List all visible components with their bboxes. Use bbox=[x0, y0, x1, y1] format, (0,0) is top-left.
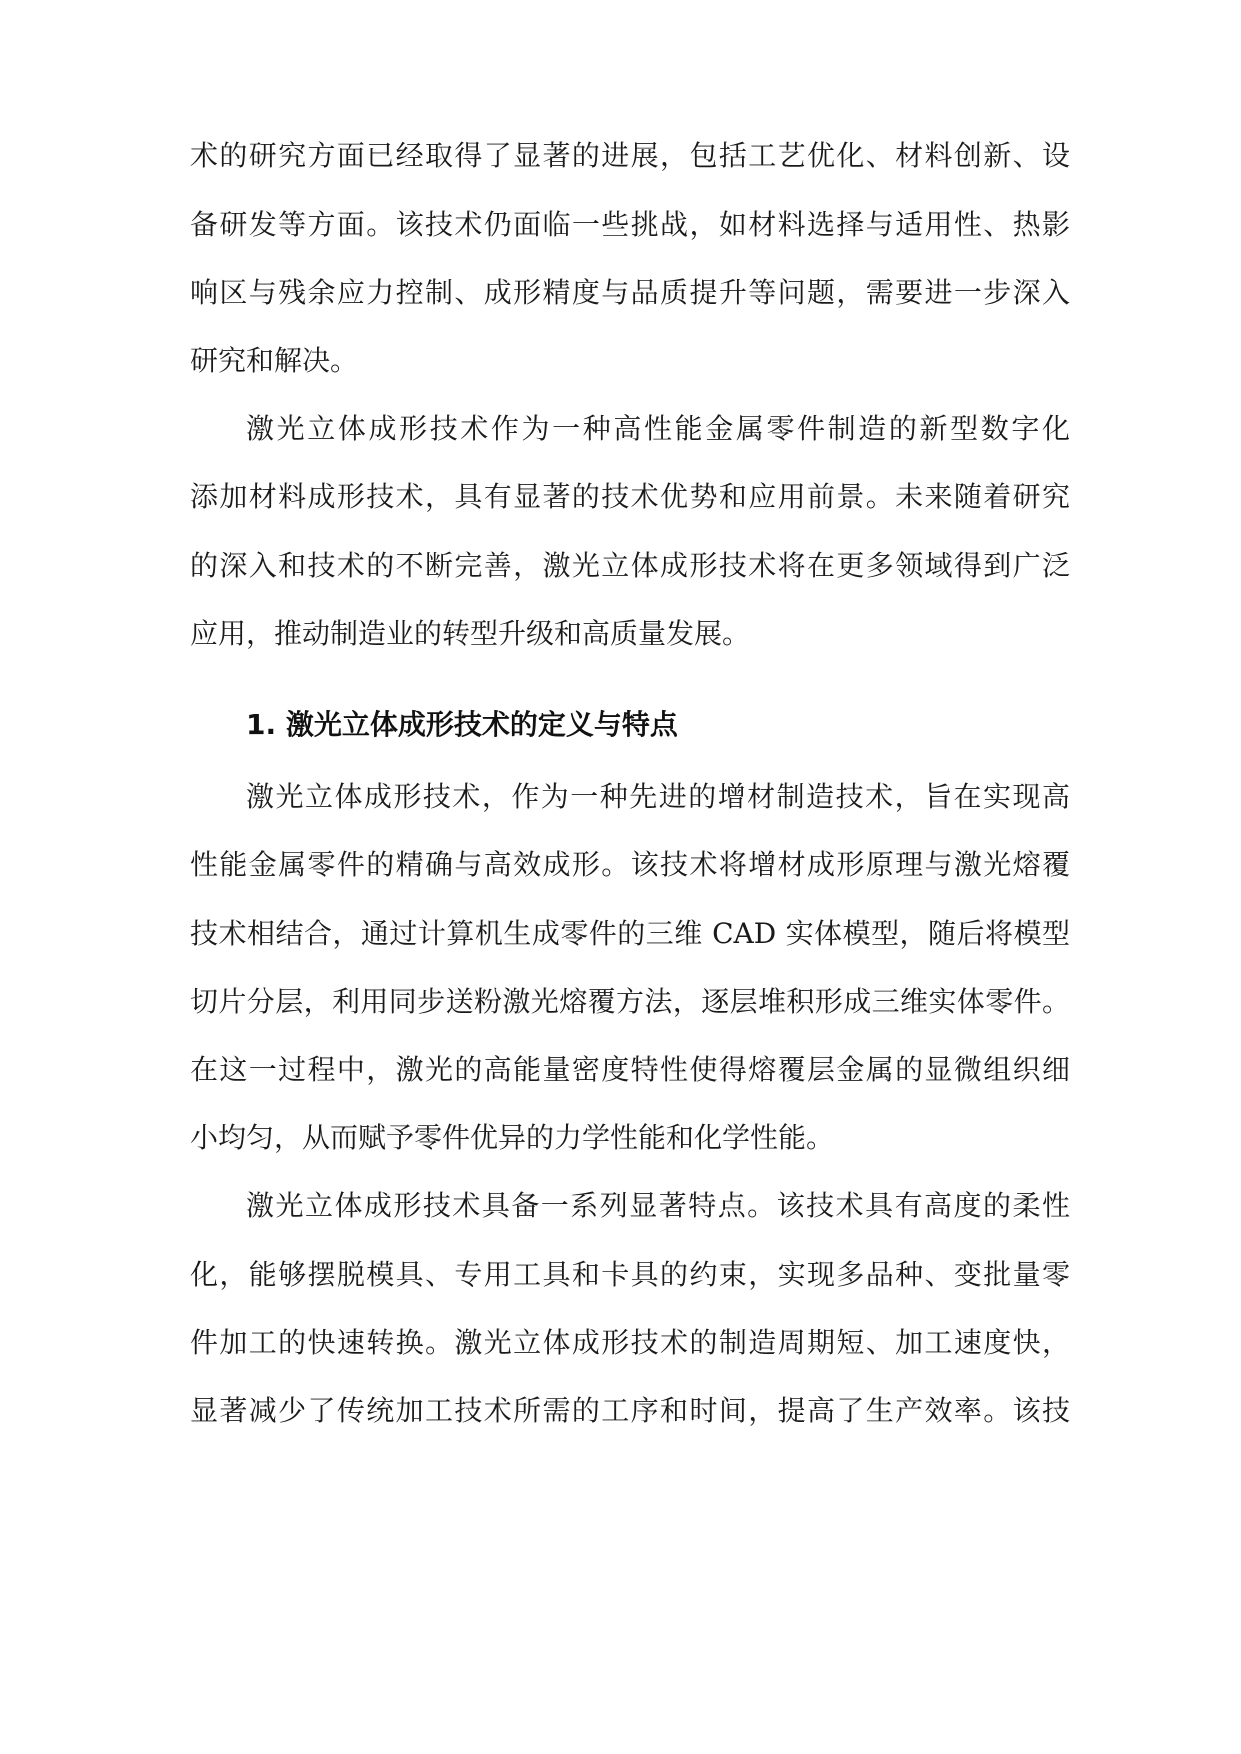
paragraph-line: 应用，推动制造业的转型升级和高质量发展。 bbox=[190, 617, 751, 650]
paragraph-line: 激光立体成形技术具备一系列显著特点。该技术具有高度的柔性 bbox=[246, 1189, 1070, 1222]
paragraph-line: 件加工的快速转换。激光立体成形技术的制造周期短、加工速度快， bbox=[190, 1326, 1070, 1359]
paragraph-line: 响区与残余应力控制、成形精度与品质提升等问题，需要进一步深入 bbox=[190, 276, 1070, 309]
paragraph-line: 研究和解决。 bbox=[190, 344, 359, 377]
paragraph-line: 性能金属零件的精确与高效成形。该技术将增材成形原理与激光熔覆 bbox=[190, 848, 1070, 881]
paragraph-line: 技术相结合，通过计算机生成零件的三维 CAD 实体模型，随后将模型 bbox=[190, 917, 1070, 950]
paragraph-line: 在这一过程中，激光的高能量密度特性使得熔覆层金属的显微组织细 bbox=[190, 1053, 1070, 1086]
paragraph-line: 备研发等方面。该技术仍面临一些挑战，如材料选择与适用性、热影 bbox=[190, 208, 1070, 241]
paragraph-line: 显著减少了传统加工技术所需的工序和时间，提高了生产效率。该技 bbox=[190, 1394, 1070, 1427]
paragraph-line: 术的研究方面已经取得了显著的进展，包括工艺优化、材料创新、设 bbox=[190, 139, 1070, 172]
paragraph-line: 激光立体成形技术，作为一种先进的增材制造技术，旨在实现高 bbox=[246, 780, 1070, 813]
paragraph-line: 激光立体成形技术作为一种高性能金属零件制造的新型数字化 bbox=[246, 412, 1070, 445]
paragraph-line: 的深入和技术的不断完善，激光立体成形技术将在更多领域得到广泛 bbox=[190, 549, 1070, 582]
section-heading: 1. 激光立体成形技术的定义与特点 bbox=[246, 708, 678, 741]
paragraph-line: 小均匀，从而赋予零件优异的力学性能和化学性能。 bbox=[190, 1121, 835, 1154]
paragraph-line: 化，能够摆脱模具、专用工具和卡具的约束，实现多品种、变批量零 bbox=[190, 1258, 1070, 1291]
paragraph-line: 切片分层，利用同步送粉激光熔覆方法，逐层堆积形成三维实体零件。 bbox=[190, 985, 1070, 1018]
paragraph-line: 添加材料成形技术，具有显著的技术优势和应用前景。未来随着研究 bbox=[190, 480, 1070, 513]
